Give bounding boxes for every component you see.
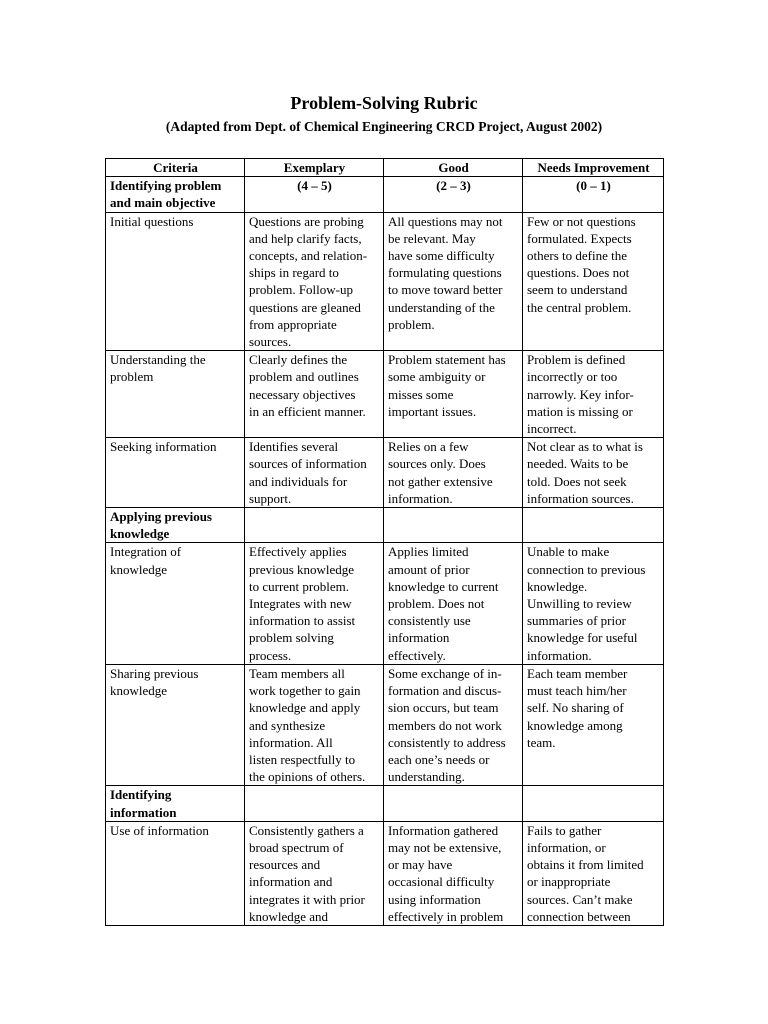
empty-cell bbox=[245, 786, 384, 821]
criteria-cell: Seeking information bbox=[106, 438, 245, 508]
table-row bbox=[106, 821, 664, 925]
needs-cell: Not clear as to what is needed. Waits to be told. Does not seek information sources. bbox=[523, 438, 664, 508]
good-cell: Applies limited amount of prior knowledge to current problem. Does not consistently use information effectively. bbox=[384, 543, 523, 664]
table-row bbox=[106, 351, 664, 438]
criteria-cell: Sharing previous knowledge bbox=[106, 664, 245, 785]
section-row-identifying-problem bbox=[106, 177, 664, 212]
rubric-table bbox=[105, 158, 664, 926]
good-cell: Information gathered may not be extensive, or may have occasional difficulty using information effectively in problem bbox=[384, 821, 523, 925]
empty-cell bbox=[523, 508, 664, 543]
exemplary-cell: Consistently gathers a broad spectrum of resources and information and integrates it with prior knowledge and bbox=[245, 821, 384, 925]
needs-cell: Problem is defined incorrectly or too narrowly. Key infor- mation is missing or incorrect. bbox=[523, 351, 664, 438]
score-range-good: (2 – 3) bbox=[384, 177, 523, 212]
table-row bbox=[106, 438, 664, 508]
header-row bbox=[106, 159, 664, 177]
criteria-cell: Integration of knowledge bbox=[106, 543, 245, 664]
table-row bbox=[106, 543, 664, 664]
section-label: Applying previous knowledge bbox=[106, 508, 245, 543]
header-exemplary: Exemplary bbox=[245, 159, 384, 177]
document-subtitle: (Adapted from Dept. of Chemical Engineering CRCD Project, August 2002) bbox=[165, 119, 603, 134]
needs-cell: Fails to gather information, or obtains it from limited or inappropriate sources. Can’t make connection between bbox=[523, 821, 664, 925]
header-needs-improvement: Needs Improvement bbox=[523, 159, 664, 177]
score-range-needs-improvement: (0 – 1) bbox=[523, 177, 664, 212]
exemplary-cell: Clearly defines the problem and outlines necessary objectives in an efficient manner. bbox=[245, 351, 384, 438]
section-row-applying-knowledge bbox=[106, 508, 664, 543]
score-range-exemplary: (4 – 5) bbox=[245, 177, 384, 212]
header-good: Good bbox=[384, 159, 523, 177]
empty-cell bbox=[245, 508, 384, 543]
needs-cell: Each team member must teach him/her self. No sharing of knowledge among team. bbox=[523, 664, 664, 785]
exemplary-cell: Team members all work together to gain knowledge and apply and synthesize information. All listen respectfully to the opinions of others. bbox=[245, 664, 384, 785]
exemplary-cell: Questions are probing and help clarify facts, concepts, and relation- ships in regard to problem. Follow-up questions are gleaned from appropriate sources. bbox=[245, 212, 384, 351]
criteria-cell: Understanding the problem bbox=[106, 351, 245, 438]
good-cell: Relies on a few sources only. Does not gather extensive information. bbox=[384, 438, 523, 508]
section-label: Identifying information bbox=[106, 786, 245, 821]
empty-cell bbox=[384, 508, 523, 543]
good-cell: All questions may not be relevant. May have some difficulty formulating questions to move toward better understanding of the problem. bbox=[384, 212, 523, 351]
good-cell: Problem statement has some ambiguity or misses some important issues. bbox=[384, 351, 523, 438]
table-row bbox=[106, 212, 664, 351]
needs-cell: Unable to make connection to previous knowledge. Unwilling to review summaries of prior knowledge for useful information. bbox=[523, 543, 664, 664]
empty-cell bbox=[523, 786, 664, 821]
section-row-identifying-information bbox=[106, 786, 664, 821]
table-row bbox=[106, 664, 664, 785]
section-label: Identifying problem and main objective bbox=[106, 177, 245, 212]
criteria-cell: Use of information bbox=[106, 821, 245, 925]
criteria-cell: Initial questions bbox=[106, 212, 245, 351]
needs-cell: Few or not questions formulated. Expects others to define the questions. Does not seem to understand the central problem. bbox=[523, 212, 664, 351]
exemplary-cell: Effectively applies previous knowledge to current problem. Integrates with new information to assist problem solving process. bbox=[245, 543, 384, 664]
header-criteria: Criteria bbox=[106, 159, 245, 177]
good-cell: Some exchange of in- formation and discus- sion occurs, but team members do not work consistently to address each one’s needs or understanding. bbox=[384, 664, 523, 785]
exemplary-cell: Identifies several sources of information and individuals for support. bbox=[245, 438, 384, 508]
document-title: Problem-Solving Rubric bbox=[290, 93, 478, 113]
empty-cell bbox=[384, 786, 523, 821]
